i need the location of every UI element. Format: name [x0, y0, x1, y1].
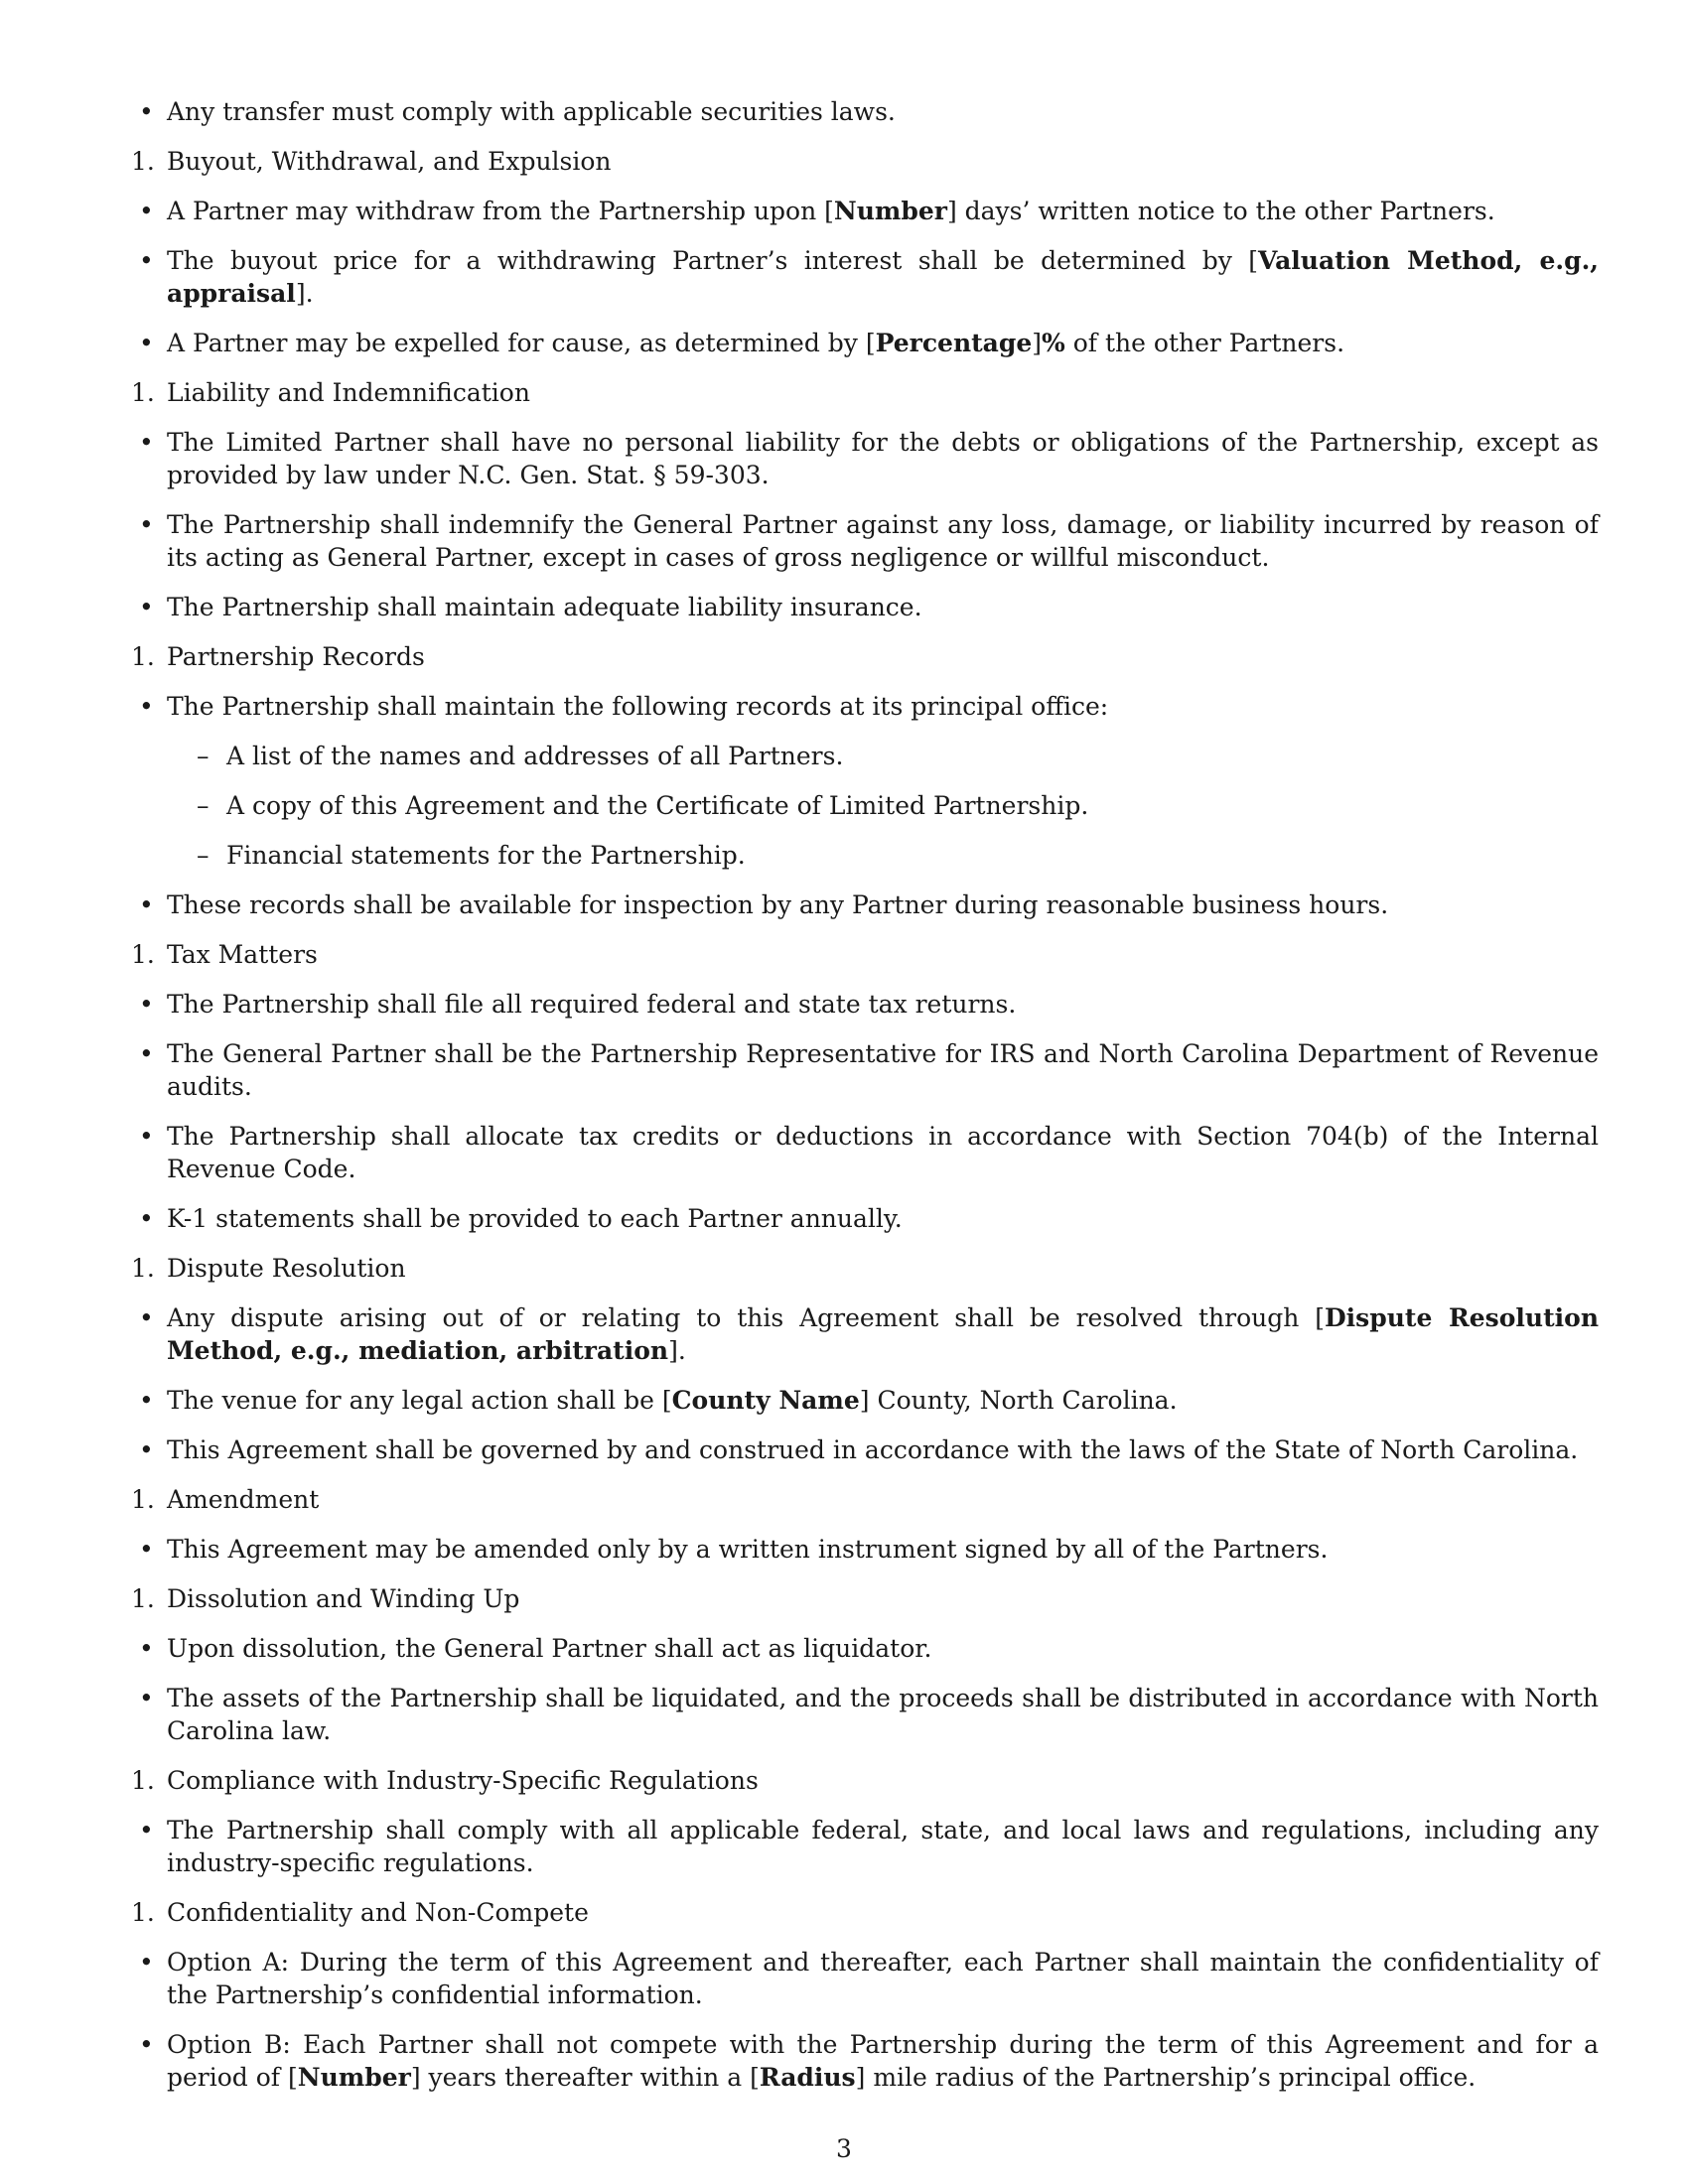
- placeholder-field: Percentage: [875, 329, 1033, 357]
- bullet-marker: •: [139, 692, 154, 721]
- bullet-marker: •: [139, 1634, 154, 1663]
- item-text: [167, 1254, 406, 1283]
- text-run: Partnership Records: [167, 642, 425, 671]
- section-heading: [131, 640, 1599, 673]
- text-run: Tax Matters: [167, 940, 318, 969]
- text-run: Any dispute arising out of or relating to this Agreement shall be resolved through [: [167, 1303, 1325, 1332]
- bullet-marker: •: [139, 1122, 154, 1151]
- section-heading: [131, 1252, 1599, 1285]
- bullet-marker: •: [139, 1948, 154, 1977]
- text-run: A Partner may be expelled for cause, as determined by [: [167, 329, 876, 357]
- item-text: [167, 1535, 1328, 1564]
- item-text: [167, 1485, 319, 1514]
- text-run: ] County, North Carolina.: [859, 1386, 1178, 1415]
- item-text: [167, 428, 1599, 489]
- bullet-marker: •: [139, 593, 154, 621]
- sub-list-item: [131, 740, 1599, 772]
- list-item: [131, 508, 1599, 574]
- text-run: Confidentiality and Non-Compete: [167, 1898, 589, 1927]
- placeholder-field: Valuation Method, e.g., appraisal: [167, 246, 1599, 308]
- item-text: [167, 2030, 1599, 2092]
- text-run: Any transfer must comply with applicable securities laws.: [167, 97, 896, 126]
- bullet-marker: •: [139, 510, 154, 539]
- section-heading: [131, 376, 1599, 409]
- bullet-marker: •: [139, 1816, 154, 1844]
- section-heading: [131, 1896, 1599, 1929]
- text-run: A list of the names and addresses of all Partners.: [226, 742, 844, 770]
- text-run: Option A: During the term of this Agreement and thereafter, each Partner shall maintain the confidentiality of the Partnership’s confidential information.: [167, 1948, 1599, 2009]
- text-run: The venue for any legal action shall be [: [167, 1386, 672, 1415]
- bullet-marker: •: [139, 890, 154, 919]
- text-run: Amendment: [167, 1485, 320, 1514]
- text-run: The buyout price for a withdrawing Partner’s interest shall be determined by [: [167, 246, 1258, 275]
- dash-marker: –: [197, 791, 210, 820]
- list-item: [131, 1037, 1599, 1103]
- item-text: [167, 510, 1599, 572]
- document-body: [131, 95, 1599, 2111]
- text-run: The Partnership shall maintain the following records at its principal office:: [167, 692, 1109, 721]
- list-item: [131, 195, 1599, 227]
- text-run: ]: [1032, 329, 1043, 357]
- item-text: [167, 1204, 903, 1233]
- bullet-marker: •: [139, 97, 154, 126]
- item-text: [167, 1386, 1178, 1415]
- section-number: 1.: [131, 378, 155, 407]
- list-item: [131, 2028, 1599, 2094]
- text-run: This Agreement shall be governed by and construed in accordance with the laws of the State of North Carolina.: [167, 1435, 1579, 1464]
- bullet-marker: •: [139, 329, 154, 357]
- text-run: Upon dissolution, the General Partner shall act as liquidator.: [167, 1634, 932, 1663]
- item-text: [167, 990, 1016, 1019]
- text-run: A Partner may withdraw from the Partnership upon [: [167, 197, 834, 225]
- text-run: Financial statements for the Partnership.: [226, 841, 746, 870]
- placeholder-field: %: [1042, 329, 1065, 357]
- item-text: [226, 841, 746, 870]
- placeholder-field: Dispute Resolution Method, e.g., mediation, arbitration: [167, 1303, 1599, 1365]
- list-item: [131, 1301, 1599, 1367]
- item-text: [167, 692, 1108, 721]
- placeholder-field: Number: [833, 197, 947, 225]
- text-run: The Limited Partner shall have no personal liability for the debts or obligations of the Partnership, except as provided by law under N.C. Gen. Stat. § 59-303.: [167, 428, 1599, 489]
- bullet-marker: •: [139, 1204, 154, 1233]
- item-text: [167, 1584, 519, 1613]
- item-text: [167, 1766, 759, 1795]
- bullet-marker: •: [139, 246, 154, 275]
- section-heading: [131, 1483, 1599, 1516]
- placeholder-field: County Name: [671, 1386, 860, 1415]
- dash-marker: –: [197, 742, 210, 770]
- text-run: Dissolution and Winding Up: [167, 1584, 520, 1613]
- text-run: Buyout, Withdrawal, and Expulsion: [167, 147, 612, 176]
- section-heading: [131, 145, 1599, 178]
- bullet-marker: •: [139, 1435, 154, 1464]
- section-number: 1.: [131, 1898, 155, 1927]
- list-item: [131, 1533, 1599, 1566]
- text-run: The Partnership shall file all required federal and state tax returns.: [167, 990, 1017, 1019]
- bullet-marker: •: [139, 428, 154, 457]
- text-run: of the other Partners.: [1064, 329, 1345, 357]
- list-item: [131, 888, 1599, 921]
- text-run: Option B: Each Partner shall not compete with the Partnership during the term of this Agreement and for a period of [: [167, 2030, 1599, 2092]
- item-text: [226, 742, 843, 770]
- text-run: The Partnership shall maintain adequate liability insurance.: [167, 593, 922, 621]
- list-item: [131, 1433, 1599, 1466]
- placeholder-field: Number: [297, 2063, 411, 2092]
- item-text: [167, 1816, 1599, 1877]
- list-item: [131, 591, 1599, 623]
- item-text: [167, 1634, 931, 1663]
- text-run: K-1 statements shall be provided to each Partner annually.: [167, 1204, 903, 1233]
- list-item: [131, 327, 1599, 359]
- bullet-marker: •: [139, 1535, 154, 1564]
- list-item: [131, 1946, 1599, 2011]
- section-heading: [131, 1582, 1599, 1615]
- section-number: 1.: [131, 1485, 155, 1514]
- item-text: [167, 246, 1599, 308]
- list-item: [131, 1120, 1599, 1185]
- item-text: [167, 1898, 589, 1927]
- item-text: [226, 791, 1088, 820]
- placeholder-field: Radius: [759, 2063, 856, 2092]
- item-text: [167, 890, 1388, 919]
- text-run: ] years thereafter within a [: [410, 2063, 760, 2092]
- item-text: [167, 197, 1495, 225]
- list-item: [131, 244, 1599, 310]
- section-heading: [131, 938, 1599, 971]
- item-text: [167, 97, 896, 126]
- text-run: The General Partner shall be the Partnership Representative for IRS and North Carolina Department of Revenue audits.: [167, 1039, 1599, 1101]
- text-run: This Agreement may be amended only by a written instrument signed by all of the Partners.: [167, 1535, 1329, 1564]
- section-number: 1.: [131, 1766, 155, 1795]
- section-number: 1.: [131, 1584, 155, 1613]
- item-text: [167, 1303, 1599, 1365]
- text-run: The Partnership shall comply with all applicable federal, state, and local laws and regulations, including any industry-specific regulations.: [167, 1816, 1599, 1877]
- bullet-marker: •: [139, 1303, 154, 1332]
- sub-list-item: [131, 839, 1599, 872]
- list-item: [131, 1384, 1599, 1417]
- item-text: [167, 593, 922, 621]
- text-run: Dispute Resolution: [167, 1254, 406, 1283]
- bullet-marker: •: [139, 1039, 154, 1068]
- item-text: [167, 1039, 1599, 1101]
- section-number: 1.: [131, 1254, 155, 1283]
- text-run: The Partnership shall allocate tax credits or deductions in accordance with Section 704(b) of the Internal Revenue Code.: [167, 1122, 1599, 1183]
- bullet-marker: •: [139, 990, 154, 1019]
- list-item: [131, 690, 1599, 723]
- text-run: The assets of the Partnership shall be liquidated, and the proceeds shall be distributed in accordance with North Carolina law.: [167, 1684, 1599, 1745]
- bullet-marker: •: [139, 197, 154, 225]
- text-run: The Partnership shall indemnify the General Partner against any loss, damage, or liability incurred by reason of its acting as General Partner, except in cases of gross negligence or willful misconduct.: [167, 510, 1599, 572]
- item-text: [167, 940, 318, 969]
- text-run: ] mile radius of the Partnership’s principal office.: [855, 2063, 1477, 2092]
- text-run: A copy of this Agreement and the Certificate of Limited Partnership.: [226, 791, 1089, 820]
- section-number: 1.: [131, 642, 155, 671]
- item-text: [167, 642, 425, 671]
- bullet-marker: •: [139, 1684, 154, 1712]
- list-item: [131, 1682, 1599, 1747]
- section-number: 1.: [131, 940, 155, 969]
- item-text: [167, 329, 1344, 357]
- text-run: Compliance with Industry-Specific Regulations: [167, 1766, 759, 1795]
- text-run: These records shall be available for inspection by any Partner during reasonable business hours.: [167, 890, 1389, 919]
- text-run: Liability and Indemnification: [167, 378, 530, 407]
- list-item: [131, 988, 1599, 1021]
- section-number: 1.: [131, 147, 155, 176]
- text-run: ] days’ written notice to the other Partners.: [946, 197, 1495, 225]
- item-text: [167, 147, 612, 176]
- list-item: [131, 1202, 1599, 1235]
- text-run: ].: [295, 279, 314, 308]
- dash-marker: –: [197, 841, 210, 870]
- sub-list-item: [131, 789, 1599, 822]
- list-item: [131, 95, 1599, 128]
- section-heading: [131, 1764, 1599, 1797]
- list-item: [131, 1632, 1599, 1665]
- bullet-marker: •: [139, 2030, 154, 2059]
- item-text: [167, 1948, 1599, 2009]
- list-item: [131, 1814, 1599, 1879]
- page-number: 3: [836, 2134, 852, 2163]
- item-text: [167, 1435, 1578, 1464]
- bullet-marker: •: [139, 1386, 154, 1415]
- item-text: [167, 1122, 1599, 1183]
- text-run: ].: [668, 1336, 686, 1365]
- item-text: [167, 378, 530, 407]
- list-item: [131, 426, 1599, 491]
- item-text: [167, 1684, 1599, 1745]
